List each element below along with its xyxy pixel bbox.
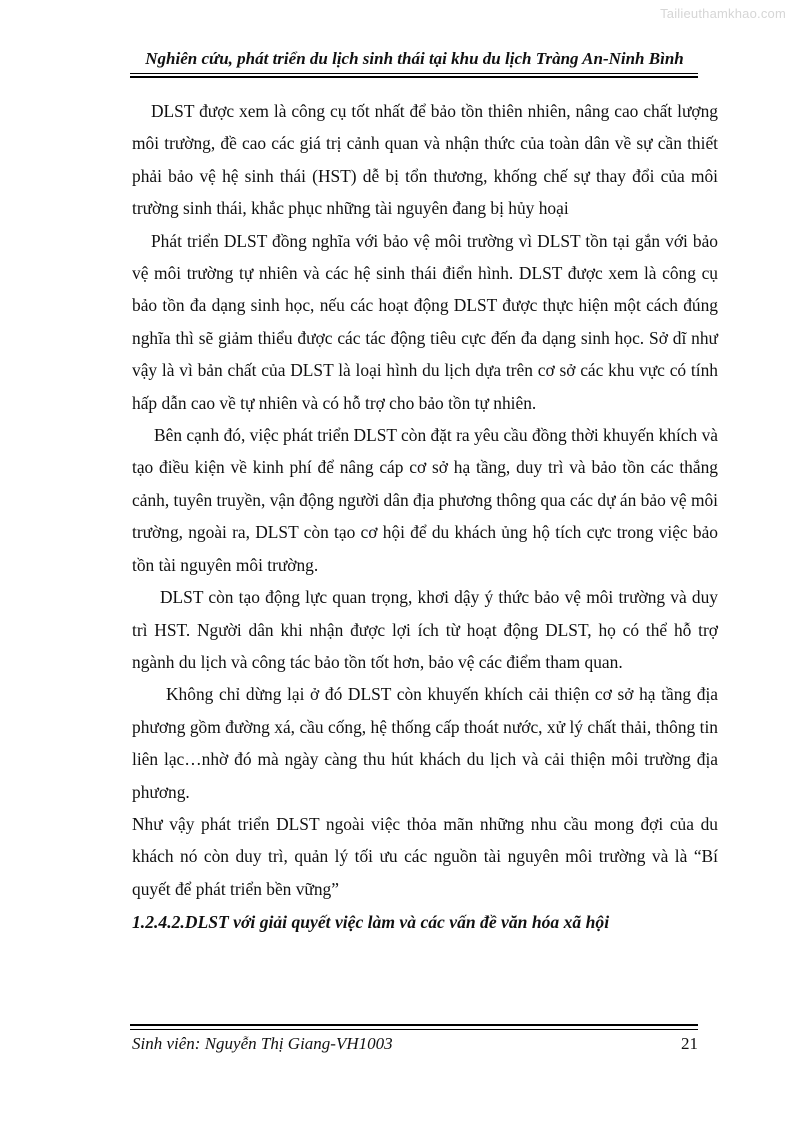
paragraph-6: Như vậy phát triển DLST ngoài việc thỏa mãn những nhu cầu mong đợi của du khách nó còn duy trì, quản lý tối ưu các nguồn tài nguyên môi trường và là “Bí quyết để phát triển bền vững” (132, 813, 718, 899)
paragraph-3: Bên cạnh đó, việc phát triển DLST còn đặt ra yêu cầu đồng thời khuyến khích và tạo điều kiện về kinh phí để nâng cáp cơ sở hạ tầng, duy trì và bảo tồn các thắng cảnh, tuyên truyền, vận động người dân địa phương thông qua các dự án bảo vệ môi trường, ngoài ra, DLST còn tạo cơ hội để du khách ủng hộ tích cực trong việc bảo tồn tài nguyên môi trường. (132, 425, 718, 575)
section-heading: 1.2.4.2.DLST với giải quyết việc làm và các vấn đề văn hóa xã hội (132, 912, 610, 933)
paragraph-5: Không chỉ dừng lại ở đó DLST còn khuyến khích cải thiện cơ sở hạ tầng địa phương gồm đường xá, cầu cống, hệ thống cấp thoát nước, xử lý chất thải, thông tin liên lạc…nhờ đó mà ngày càng thu hút khách du lịch và cải thiện môi trường địa phương. (132, 684, 718, 802)
footer-rule-thin (130, 1029, 698, 1030)
header-rule-thick (130, 76, 698, 78)
body-content (132, 95, 718, 939)
page-number: 21 (681, 1034, 698, 1053)
watermark: Tailieuthamkhao.com (660, 6, 786, 21)
footer-student: Sinh viên: Nguyễn Thị Giang-VH1003 (132, 1034, 393, 1053)
header-rule-thin (130, 73, 698, 74)
paragraph-4: DLST còn tạo động lực quan trọng, khơi dậy ý thức bảo vệ môi trường và duy trì HST. Người dân khi nhận được lợi ích từ hoạt động DLST, họ có thể hỗ trợ ngành du lịch và công tác bảo tồn tốt hơn, bảo vệ các điểm tham quan. (132, 587, 718, 672)
footer-rule-thick (130, 1024, 698, 1026)
page-header-title: Nghiên cứu, phát triển du lịch sinh thái tại khu du lịch Tràng An-Ninh Bình (145, 49, 684, 68)
paragraph-1: DLST được xem là công cụ tốt nhất để bảo tồn thiên nhiên, nâng cao chất lượng môi trường, đề cao các giá trị cảnh quan và nhận thức của toàn dân về sự cần thiết phải bảo vệ hệ sinh thái (HST) dễ bị tổn thương, khống chế sự thay đổi của môi trường sinh thái, khắc phục những tài nguyên đang bị hủy hoại (132, 101, 718, 219)
paragraph-2: Phát triển DLST đồng nghĩa với bảo vệ môi trường vì DLST tồn tại gắn với bảo vệ môi trường tự nhiên và các hệ sinh thái điển hình. DLST được xem là công cụ bảo tồn đa dạng sinh học, nếu các hoạt động DLST được thực hiện một cách đúng nghĩa thì sẽ giảm thiểu được các tác động tiêu cực đến đa dạng sinh học. Sở dĩ như vậy là vì bản chất của DLST là loại hình du lịch dựa trên cơ sở các khu vực có tính hấp dẫn cao về tự nhiên và có hỗ trợ cho bảo tồn tự nhiên. (132, 230, 718, 413)
